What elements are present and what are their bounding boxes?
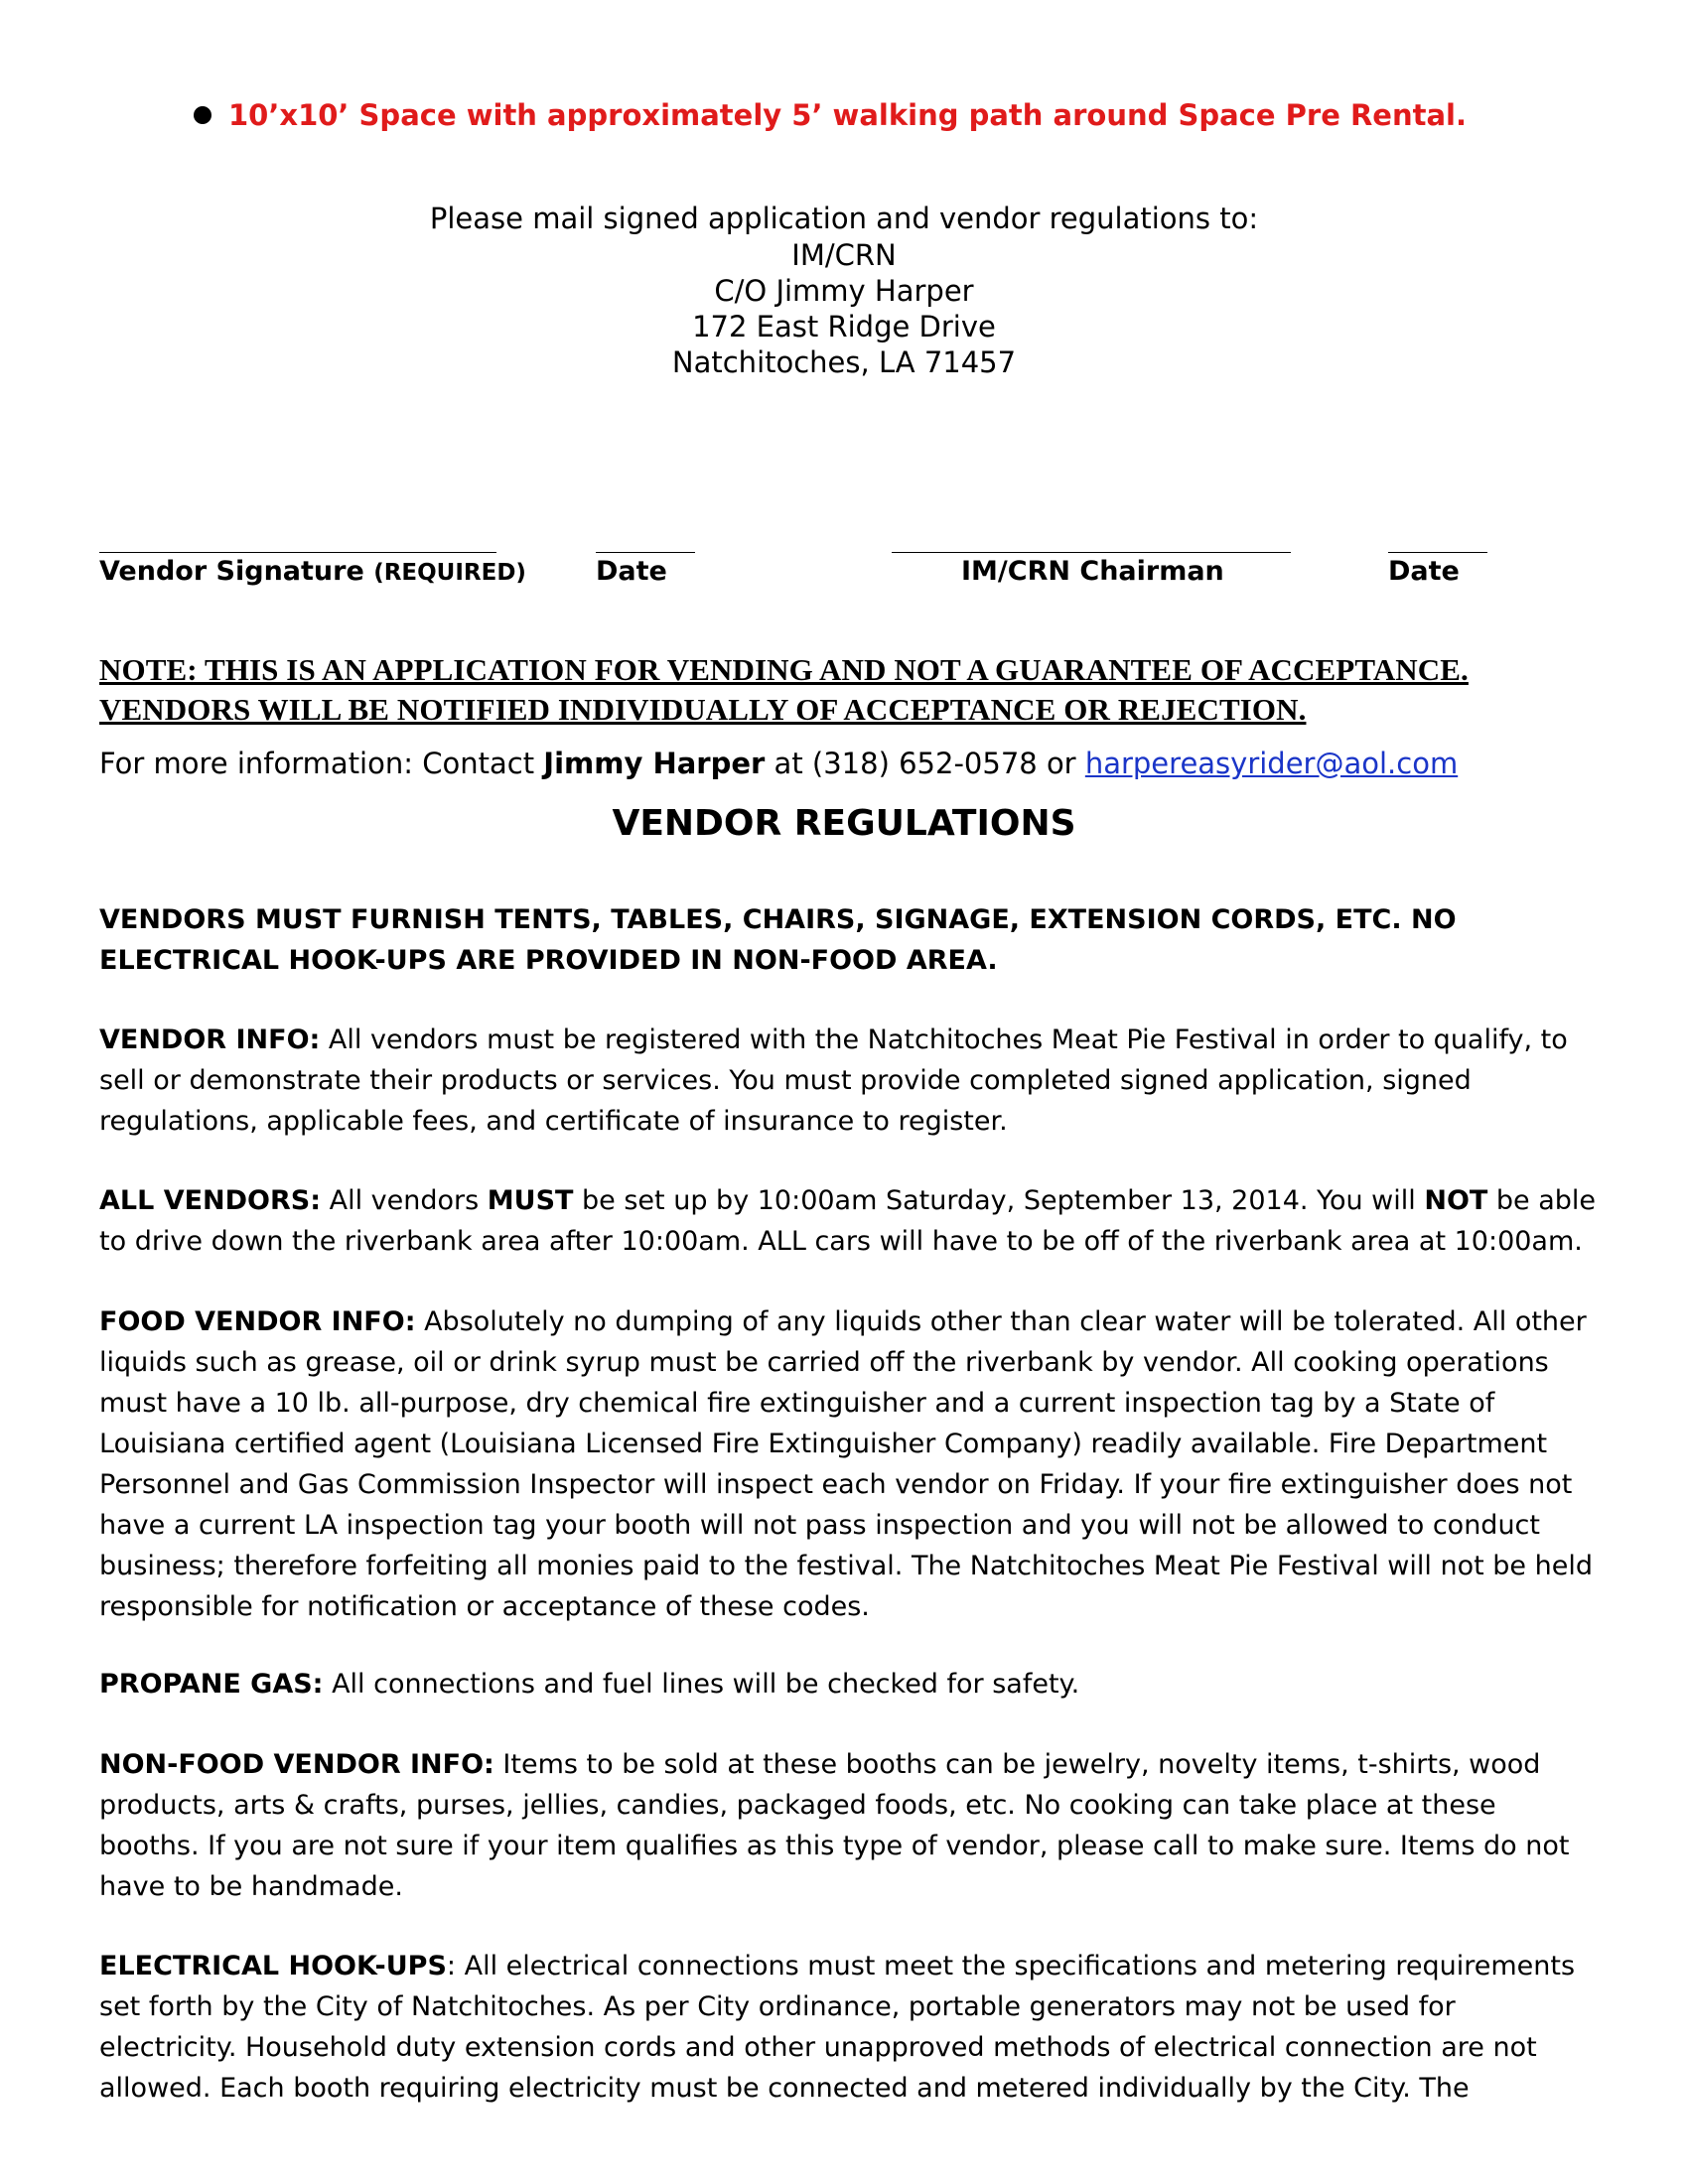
- contact-email-link[interactable]: harpereasyrider@aol.com: [1084, 747, 1459, 780]
- note-line-1: NOTE: THIS IS AN APPLICATION FOR VENDING AND NOT A GUARANTEE OF ACCEPTANCE.: [99, 652, 1469, 687]
- food-vendor-label: FOOD VENDOR INFO:: [99, 1306, 416, 1337]
- contact-line: [99, 747, 1458, 780]
- date-line-1: [596, 552, 695, 553]
- vendor-required-text: (REQUIRED): [373, 560, 526, 586]
- date-label-1: Date: [596, 556, 667, 587]
- date-line-2: [1388, 552, 1487, 553]
- mailing-line-2: C/O Jimmy Harper: [714, 274, 974, 308]
- electrical-paragraph: [99, 1946, 1599, 2109]
- vendor-info-text: All vendors must be registered with the Natchitoches Meat Pie Festival in order to qualify, to sell or demonstrate their products or services. You must provide completed signed application, signed regulations, applicable fees, and certificate of insurance to register.: [99, 1024, 1568, 1137]
- bullet-dot-icon: [194, 106, 211, 124]
- all-vendors-label: ALL VENDORS:: [99, 1185, 322, 1216]
- non-food-label: NON-FOOD VENDOR INFO:: [99, 1749, 494, 1780]
- electrical-label: ELECTRICAL HOOK-UPS: [99, 1951, 447, 1981]
- all-vendors-text-2: be set up by 10:00am Saturday, September 13, 2014. You will: [573, 1185, 1425, 1216]
- furnish-paragraph: VENDORS MUST FURNISH TENTS, TABLES, CHAIRS, SIGNAGE, EXTENSION CORDS, ETC. NO ELECTRICAL HOOK-UPS ARE PROVIDED IN NON-FOOD AREA.: [99, 904, 1457, 976]
- propane-label: PROPANE GAS:: [99, 1669, 324, 1700]
- space-bullet: [194, 93, 1467, 137]
- vendor-signature-label: [99, 556, 526, 587]
- regulations-heading: VENDOR REGULATIONS: [612, 803, 1076, 844]
- propane-paragraph: [99, 1664, 1599, 1705]
- non-food-paragraph: [99, 1744, 1599, 1907]
- mailing-line-1: IM/CRN: [791, 238, 897, 272]
- non-food-text: Items to be sold at these booths can be jewelry, novelty items, t-shirts, wood products, arts & crafts, purses, jellies, candies, packaged foods, etc. No cooking can take place at these booths. If you are not sure if your item qualifies as this type of vendor, please call to make sure. Items do not have to be handmade.: [99, 1749, 1570, 1902]
- food-vendor-paragraph: [99, 1301, 1599, 1627]
- contact-prefix: For more information: Contact: [99, 747, 544, 780]
- propane-text: All connections and fuel lines will be checked for safety.: [323, 1669, 1080, 1700]
- vendor-signature-line: [99, 552, 496, 553]
- vendor-info-paragraph: [99, 1020, 1599, 1142]
- space-bullet-text: 10’x10’ Space with approximately 5’ walking path around Space Pre Rental.: [228, 98, 1467, 132]
- note-line-2: VENDORS WILL BE NOTIFIED INDIVIDUALLY OF ACCEPTANCE OR REJECTION.: [99, 692, 1307, 727]
- contact-phone: at (318) 652-0578 or: [765, 747, 1085, 780]
- food-vendor-text: Absolutely no dumping of any liquids other than clear water will be tolerated. All other liquids such as grease, oil or drink syrup must be carried off the riverbank by vendor. All cooking operations must have a 10 lb. all-purpose, dry chemical fire extinguisher and a current inspection tag by a State of Louisiana certified agent (Louisiana Licensed Fire Extinguisher Company) readily available. Fire Department Personnel and Gas Commission Inspector will inspect each vendor on Friday. If your fire extinguisher does not have a current LA inspection tag your booth will not pass inspection and you will not be allowed to conduct business; therefore forfeiting all monies paid to the festival. The Natchitoches Meat Pie Festival will not be held responsible for notification or acceptance of these codes.: [99, 1306, 1593, 1622]
- contact-name: Jimmy Harper: [543, 747, 766, 780]
- vendor-info-label: VENDOR INFO:: [99, 1024, 321, 1055]
- all-vendors-must: MUST: [487, 1185, 574, 1216]
- mailing-lead: Please mail signed application and vendor regulations to:: [429, 202, 1259, 235]
- all-vendors-text-3: be able to drive down the riverbank area after 10:00am. ALL cars will have to be off of the riverbank area at 10:00am.: [99, 1185, 1597, 1257]
- chairman-label: IM/CRN Chairman: [961, 556, 1224, 587]
- all-vendors-not: NOT: [1424, 1185, 1488, 1216]
- chairman-signature-line: [892, 552, 1291, 553]
- all-vendors-text-1: All vendors: [321, 1185, 488, 1216]
- date-label-2: Date: [1388, 556, 1460, 587]
- mailing-line-4: Natchitoches, LA 71457: [671, 345, 1017, 379]
- vendor-signature-text: Vendor Signature: [99, 556, 364, 587]
- electrical-text: : All electrical connections must meet the specifications and metering requirements set forth by the City of Natchitoches. As per City ordinance, portable generators may not be used for electricity. Household duty extension cords and other unapproved methods of electrical connection are not allowed. Each booth requiring electricity must be connected and metered individually by the City. The: [99, 1951, 1576, 2104]
- all-vendors-paragraph: [99, 1180, 1599, 1262]
- mailing-line-3: 172 East Ridge Drive: [692, 310, 996, 343]
